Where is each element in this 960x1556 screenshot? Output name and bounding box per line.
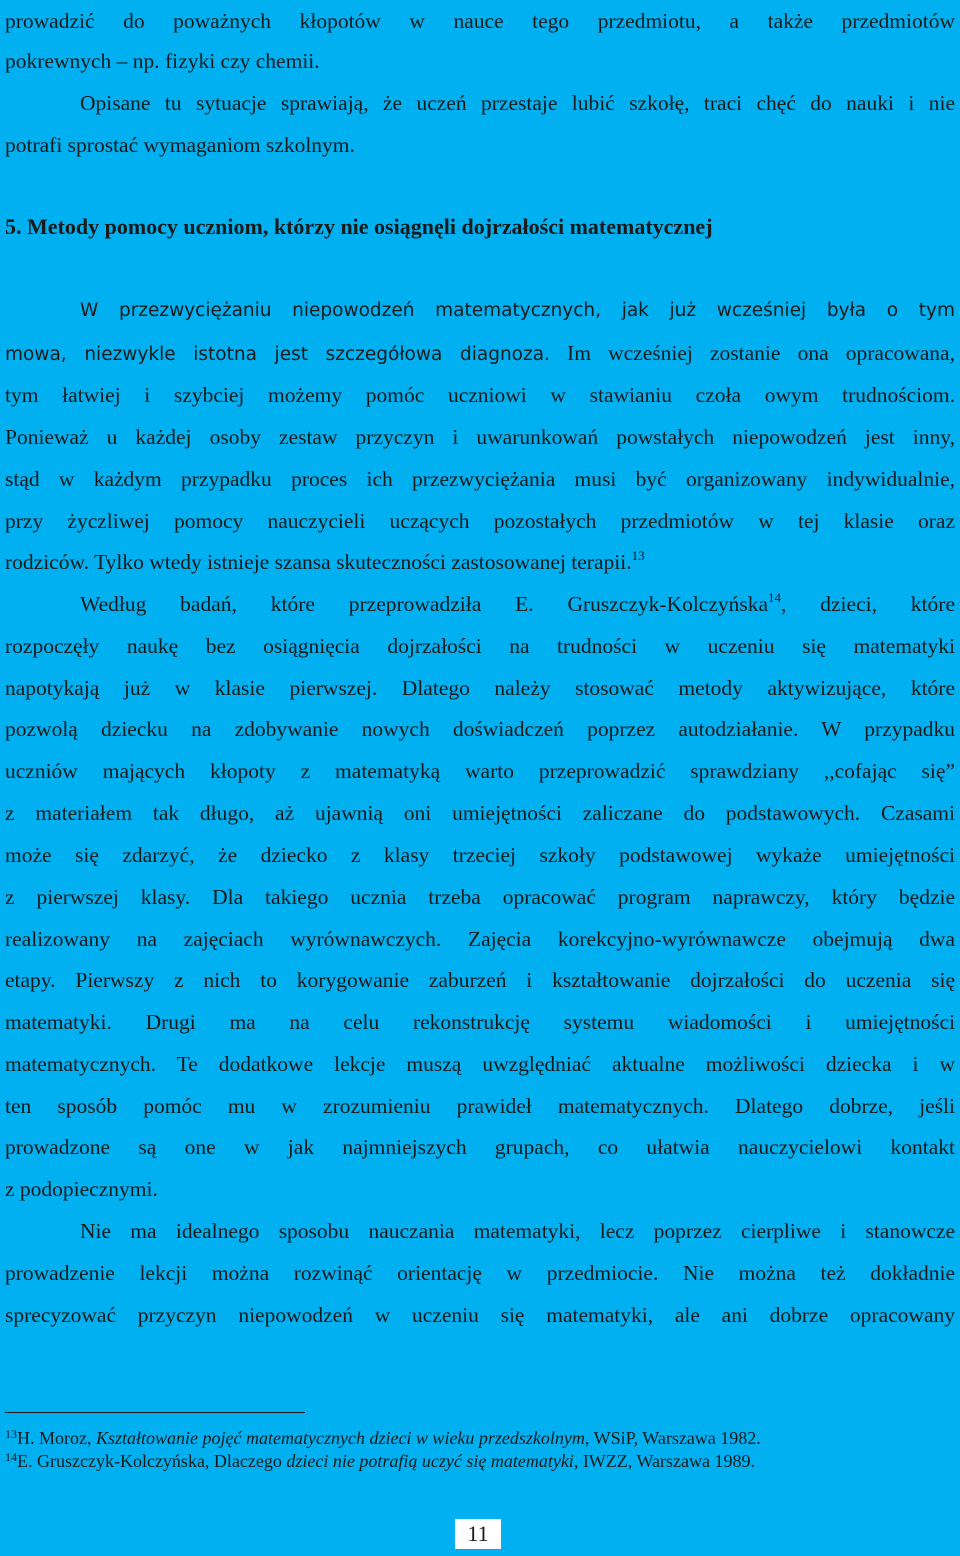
text-line: uczniów mających kłopoty z matematyką warto przeprowadzić sprawdziany ,,cofając się” [5, 759, 955, 783]
text-line [5, 541, 955, 583]
footnote-separator [5, 1412, 305, 1413]
text-segment: Według badań, które przeprowadziła E. Gruszczyk-Kolczyńska [80, 592, 769, 616]
text-segment: rodziców. Tylko wtedy istnieje szansa skuteczności zastosowanej terapii. [5, 550, 632, 574]
text-line: Opisane tu sytuacje sprawiają, że uczeń przestaje lubić szkołę, traci chęć do nauki i nie [80, 91, 955, 115]
text-line: sprecyzować przyczyn niepowodzeń w uczeniu się matematyki, ale ani dobrze opracowany [5, 1303, 955, 1327]
text-segment: mowa, niezwykle istotna jest szczegółowa diagnoza. [5, 344, 550, 365]
text-line: ten sposób pomóc mu w zrozumieniu prawideł matematycznych. Dlatego dobrze, jeśli [5, 1094, 955, 1118]
text-line: może się zdarzyć, że dziecko z klasy trzeciej szkoły podstawowej wykaże umiejętności [5, 843, 955, 867]
text-line: prowadzenie lekcji można rozwinąć orientację w przedmiocie. Nie można też dokładnie [5, 1261, 955, 1285]
text-line: Nie ma idealnego sposobu nauczania matematyki, lecz poprzez cierpliwe i stanowcze [80, 1219, 955, 1243]
footnote [5, 1426, 761, 1450]
footnote-ref: 13 [631, 548, 645, 563]
text-line [5, 583, 955, 625]
text-line: matematycznych. Te dodatkowe lekcje muszą uwzględniać aktualne możliwości dziecka i w [5, 1052, 955, 1076]
page-number: 11 [455, 1519, 501, 1549]
footnote-publisher: , IWZZ, Warszawa 1989. [573, 1451, 755, 1471]
footnote-title: Kształtowanie pojęć matematycznych dzieci w wieku przedszkolnym [96, 1428, 585, 1448]
text-line: przy życzliwej pomocy nauczycieli uczących pozostałych przedmiotów w tej klasie oraz [5, 509, 955, 533]
text-line: napotykają już w klasie pierwszej. Dlatego należy stosować metody aktywizujące, które [5, 676, 955, 700]
footnote-number: 13 [5, 1427, 17, 1441]
text-segment: , dzieci, które [781, 592, 955, 616]
text-line: realizowany na zajęciach wyrównawczych. Zajęcia korekcyjno-wyrównawcze obejmują dwa [5, 927, 955, 951]
footnote-title: dzieci nie potrafią uczyć się matematyki [286, 1451, 574, 1471]
text-line: rozpoczęły naukę bez osiągnięcia dojrzałości na trudności w uczeniu się matematyki [5, 634, 955, 658]
text-segment: Im wcześniej zostanie ona opracowana, [549, 341, 955, 365]
section-heading: 5. Metody pomocy uczniom, którzy nie osiągnęli dojrzałości matematycznej [5, 214, 713, 239]
footnote-author: E. Gruszczyk-Kolczyńska, Dlaczego [17, 1451, 287, 1471]
text-line: z pierwszej klasy. Dla takiego ucznia trzeba opracować program naprawczy, który będzie [5, 885, 955, 909]
footnote-author: H. Moroz, [17, 1428, 96, 1448]
footnote-ref: 14 [768, 590, 782, 605]
footnote [5, 1449, 755, 1473]
text-line: potrafi sprostać wymaganiom szkolnym. [5, 133, 355, 157]
text-line: prowadzić do poważnych kłopotów w nauce tego przedmiotu, a także przedmiotów [5, 9, 955, 33]
text-line: stąd w każdym przypadku proces ich przezwyciężania musi być organizowany indywidualnie, [5, 467, 955, 491]
footnote-publisher: , WSiP, Warszawa 1982. [584, 1428, 761, 1448]
text-line: etapy. Pierwszy z nich to korygowanie zaburzeń i kształtowanie dojrzałości do uczenia się [5, 968, 955, 992]
text-line: z materiałem tak długo, aż ujawnią oni umiejętności zaliczane do podstawowych. Czasami [5, 801, 955, 825]
footnote-number: 14 [5, 1450, 17, 1464]
text-line: tym łatwiej i szybciej możemy pomóc uczniowi w stawianiu czoła owym trudnościom. [5, 383, 955, 407]
text-line: z podopiecznymi. [5, 1177, 158, 1201]
text-line: prowadzone są one w jak najmniejszych grupach, co ułatwia nauczycielowi kontakt [5, 1135, 955, 1159]
text-line: W przezwyciężaniu niepowodzeń matematycznych, jak już wcześniej była o tym [80, 300, 955, 321]
text-line: Ponieważ u każdej osoby zestaw przyczyn i uwarunkowań powstałych niepowodzeń jest inny, [5, 425, 955, 449]
text-line: pokrewnych – np. fizyki czy chemii. [5, 49, 320, 73]
text-line: pozwolą dziecku na zdobywanie nowych doświadczeń poprzez autodziałanie. W przypadku [5, 717, 955, 741]
text-line [5, 332, 955, 374]
text-line: matematyki. Drugi ma na celu rekonstrukcję systemu wiadomości i umiejętności [5, 1010, 955, 1034]
